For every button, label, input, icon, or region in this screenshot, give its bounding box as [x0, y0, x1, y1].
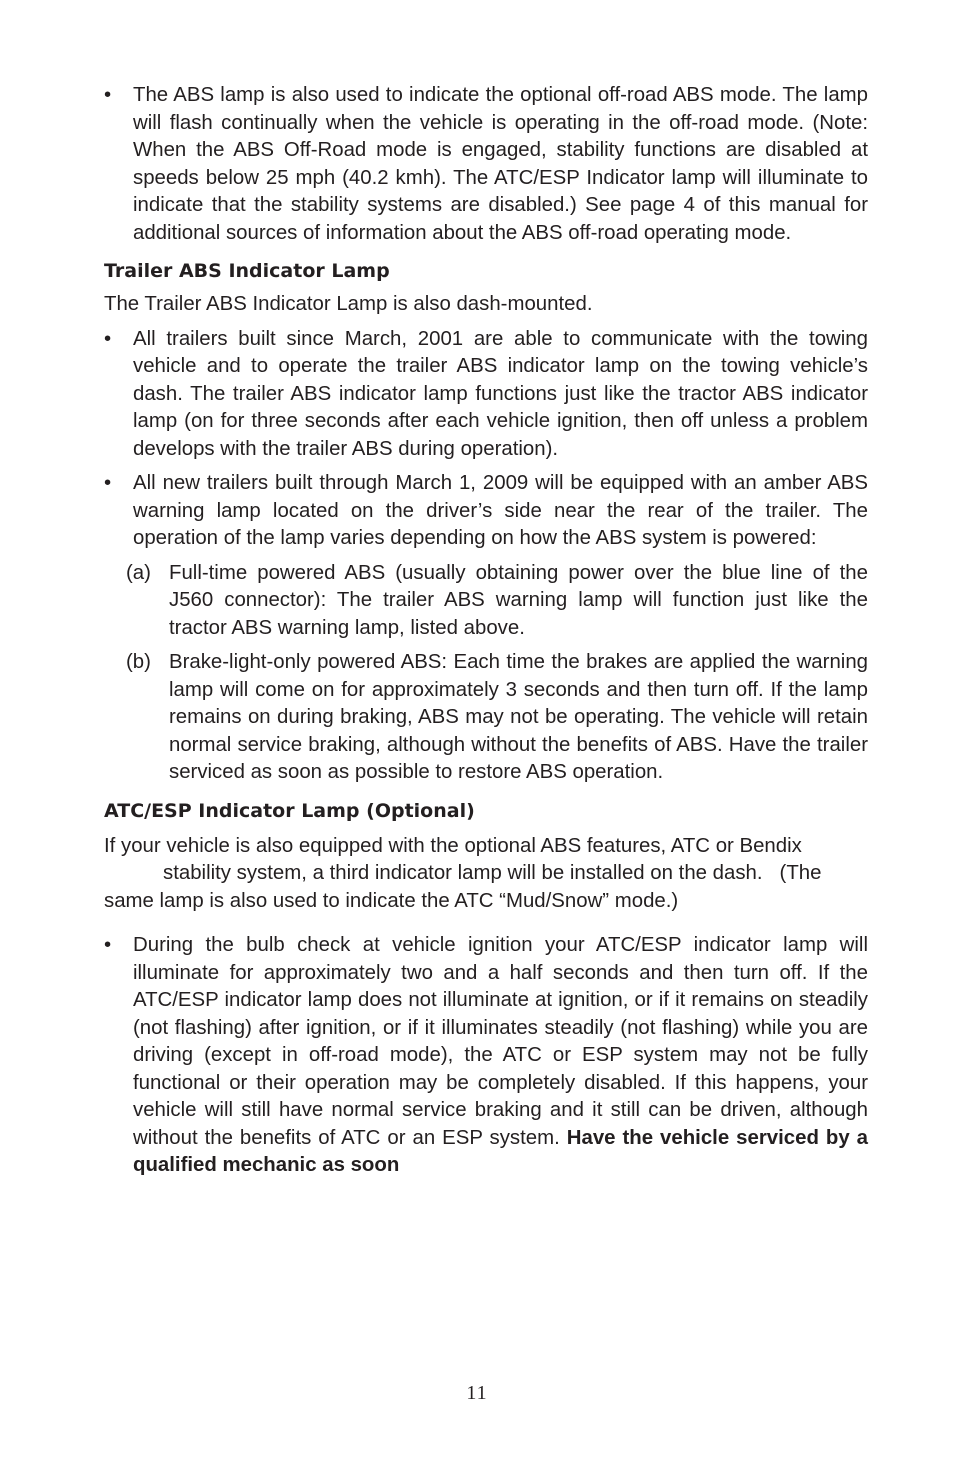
- trailer-communication-text: All trailers built since March, 2001 are able to communicate with the towing vehicle and to operate the trailer ABS indicator lamp on the towing vehicle’s dash. The trailer ABS indicator lamp functions just like the tractor ABS indicator lamp (on for three seconds after each vehicle ignition, then off unless a problem develops with the trailer ABS during operation).: [133, 327, 868, 460]
- atc-esp-intro: [104, 833, 868, 916]
- brake-light-powered-item: [104, 649, 868, 787]
- bullet-marker: •: [104, 934, 112, 956]
- bullet-marker: •: [104, 327, 112, 350]
- full-time-powered-text: Full-time powered ABS (usually obtaining power over the blue line of the J560 connector): The trailer ABS warning lamp will function just like the tractor ABS warning lamp, listed above.: [169, 561, 868, 639]
- full-time-powered-item: [104, 560, 868, 643]
- manual-page: [104, 82, 868, 1180]
- item-b-marker: (b): [126, 651, 151, 673]
- off-road-abs-text: The ABS lamp is also used to indicate the optional off-road ABS mode. The lamp will flash continually when the vehicle is operating in the off-road mode. (Note: When the ABS Off-Road mode is engaged, stability functions are disabled at speeds below 25 mph (40.2 kmh). The ATC/ESP Indicator lamp will illuminate to indicate that the stability systems are disabled.) See page 4 of this manual for additional sources of information about the ABS off-road operating mode.: [133, 84, 868, 244]
- atc-esp-heading: ATC/ESP Indicator Lamp (Optional): [104, 799, 475, 822]
- atc-esp-intro-line-2: stability system, a third indicator lamp will be installed on the dash. (The: [163, 862, 822, 884]
- off-road-abs-bullet: [104, 82, 868, 247]
- amber-warning-lamp-bullet: [104, 470, 868, 553]
- trailer-abs-intro: The Trailer ABS Indicator Lamp is also dash-mounted.: [104, 293, 593, 315]
- service-warning-bold: Have the vehicle serviced by a qualified mechanic as soon: [133, 1126, 868, 1176]
- bullet-marker: •: [104, 472, 112, 494]
- bulb-check-text: During the bulb check at vehicle ignition your ATC/ESP indicator lamp will illuminate for approximately two and a half seconds and then turn off. If the ATC/ESP indicator lamp does not illuminate at ignition, or if it remains on steadily (not flashing) after ignition, or if it illuminates steadily (not flashing) while you are driving (except in off-road mode), the ATC or ESP system may not be fully functional or their operation may be completely disabled. If this happens, your vehicle will still have normal service braking and it still can be driven, although without the benefits of ATC or an ESP system.: [133, 934, 868, 1149]
- bulb-check-bullet: [104, 932, 868, 1180]
- brake-light-powered-text: Brake-light-only powered ABS: Each time the brakes are applied the warning lamp will come on for approximately 3 seconds and then turn off. If the lamp remains on during braking, ABS may not be operating. The vehicle will retain normal service braking, although without the benefits of ABS. Have the trailer serviced as soon as possible to restore ABS operation.: [169, 651, 868, 783]
- bullet-marker: •: [104, 84, 112, 106]
- trailer-communication-bullet: [104, 326, 868, 464]
- page-number: 11: [466, 1382, 488, 1404]
- amber-warning-lamp-text: All new trailers built through March 1, 2009 will be equipped with an amber ABS warning lamp located on the driver’s side near the rear of the trailer. The operation of the lamp varies depending on how the ABS system is powered:: [133, 472, 868, 549]
- trailer-abs-heading: Trailer ABS Indicator Lamp: [104, 260, 390, 282]
- item-a-marker: (a): [126, 561, 151, 584]
- atc-esp-intro-line-3: same lamp is also used to indicate the ATC “Mud/Snow” mode.): [104, 889, 679, 912]
- atc-esp-intro-line-1: If your vehicle is also equipped with the optional ABS features, ATC or Bendix: [104, 834, 802, 857]
